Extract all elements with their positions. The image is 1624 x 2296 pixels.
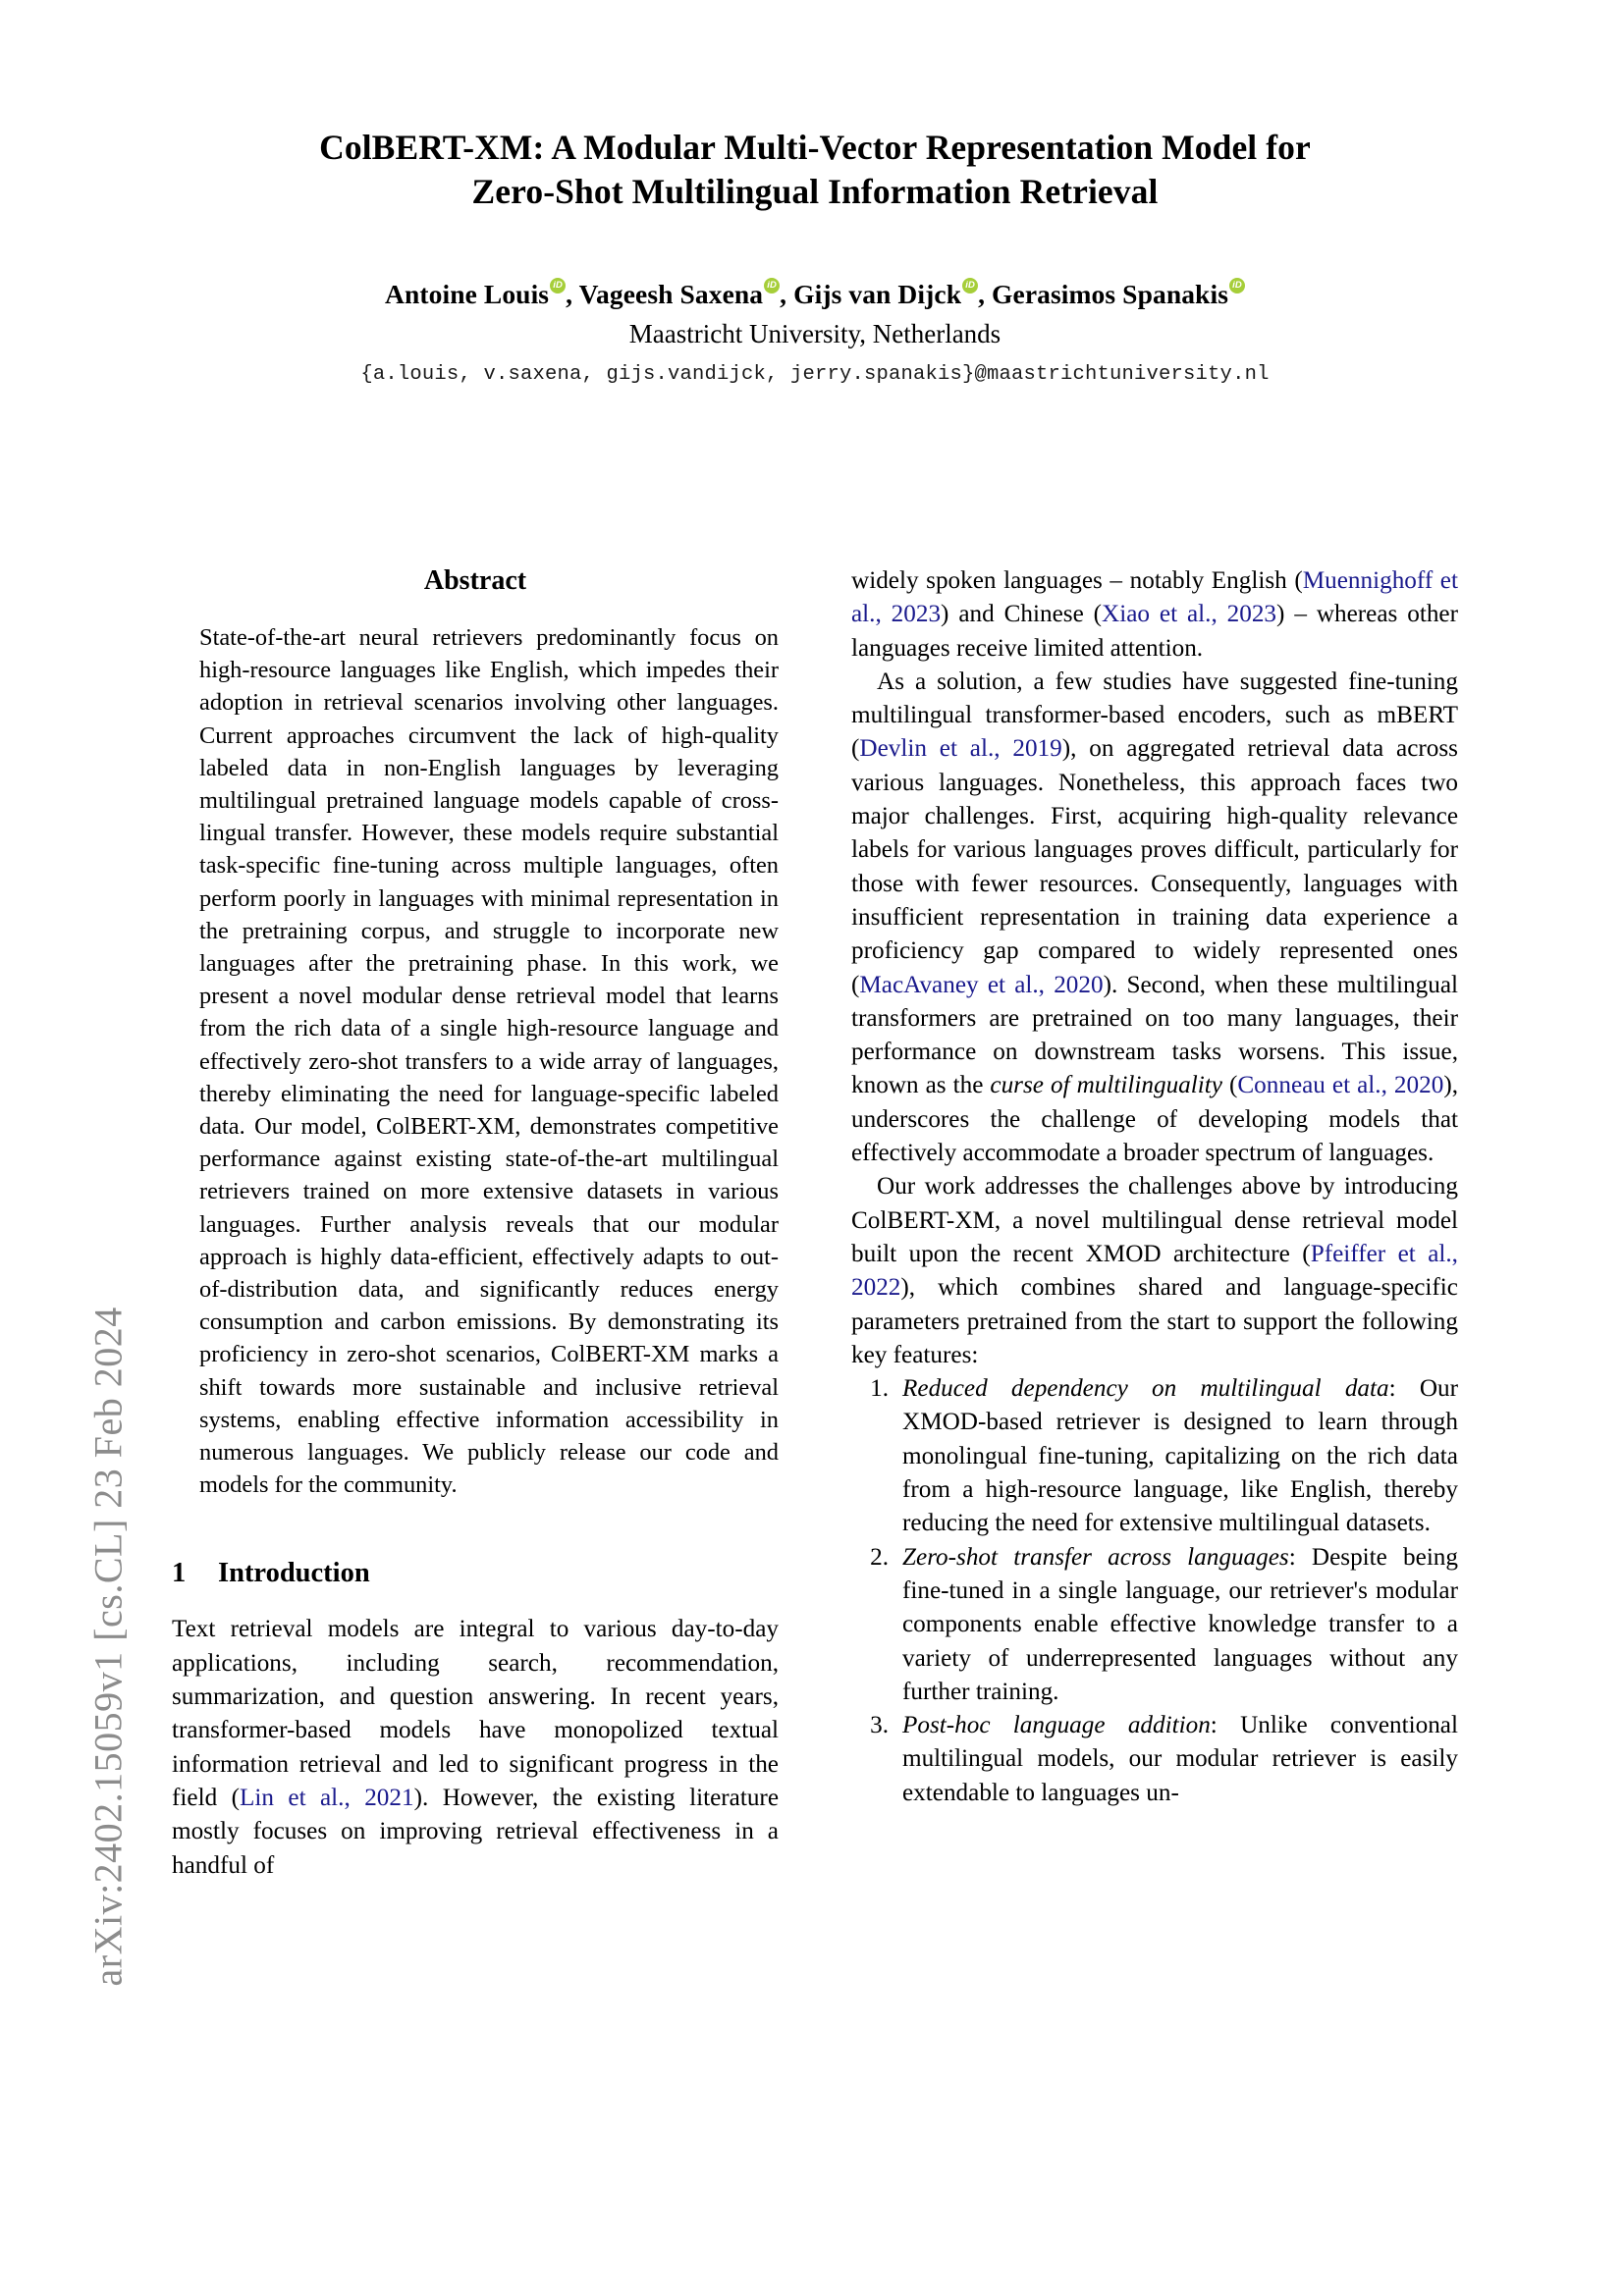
list-item-text: : Despite being fine-tuned in a single language, our retriever's modular components enable effective knowledge transfer to a variety of underrepresented languages without any further training.	[902, 1543, 1458, 1705]
list-item-number: 3.	[870, 1712, 889, 1739]
citation-link-muennighoff-2023[interactable]: Muennighoff et al., 2023	[851, 567, 1458, 628]
author-name: Vageesh Saxena	[578, 279, 764, 309]
orcid-icon[interactable]	[962, 278, 978, 294]
list-item-text: : Unlike conventional multilingual models, our modular retriever is easily extendable to languages un-	[902, 1712, 1458, 1806]
curse-of-multilinguality-term: curse of multilinguality	[990, 1072, 1222, 1099]
arxiv-stamp-text: arXiv:2402.15059v1 [cs.CL] 23 Feb 2024	[85, 1307, 131, 1987]
author-name: Gijs van Dijck	[793, 279, 962, 309]
author-name: Antoine Louis	[385, 279, 550, 309]
list-item-body	[902, 1372, 1458, 1540]
list-item-title: Zero-shot transfer across languages	[902, 1543, 1289, 1571]
author-separator: ,	[978, 279, 993, 309]
citation-link-macavaney-2020[interactable]: MacAvaney et al., 2020	[859, 971, 1104, 998]
left-column	[172, 564, 779, 1883]
intro-p1-cont-b: widely spoken languages – notably English (	[851, 567, 1303, 594]
author-separator: ,	[780, 279, 794, 309]
list-item-body	[902, 1541, 1458, 1709]
intro-paragraph-3	[851, 1170, 1458, 1372]
affiliation: Maastricht University, Netherlands	[628, 319, 1001, 348]
intro-paragraph-1-continued	[851, 564, 1458, 666]
list-item-body	[902, 1709, 1458, 1810]
intro-p2-part-b: ), on aggregated retrieval data across various languages. Nonetheless, this approach faces two major challenges. First, acquiring high-quality relevance labels for various languages proves difficult, particularly for those with fewer resources. Consequently, languages with insufficient representation in training data experience a proficiency gap compared to widely represented ones (	[851, 735, 1458, 998]
abstract-text: State-of-the-art neural retrievers predominantly focus on high-resource languages like English, which impedes their adoption in retrieval scenarios involving other languages. Current approaches circumvent the lack of high-quality labeled data in non-English languages by leveraging multilingual pretrained language models capable of cross-lingual transfer. However, these models require substantial task-specific fine-tuning across multiple languages, often perform poorly in languages with minimal representation in the pretraining corpus, and struggle to incorporate new languages after the pretraining phase. In this work, we present a novel modular dense retrieval model that learns from the rich data of a single high-resource language and effectively zero-shot transfers to a wide array of languages, thereby eliminating the need for language-specific labeled data. Our model, ColBERT-XM, demonstrates competitive performance against existing state-of-the-art multilingual retrievers trained on more extensive datasets in various languages. Further analysis reveals that our modular approach is highly data-efficient, effectively adapts to out-of-distribution data, and significantly reduces energy consumption and carbon emissions. By demonstrating its proficiency in zero-shot scenarios, ColBERT-XM marks a shift towards more sustainable and inclusive retrieval systems, enabling effective information accessibility in numerous languages. We publicly release our code and models for the community.	[199, 624, 779, 1499]
intro-p2-part-a: As a solution, a few studies have suggested fine-tuning multilingual transformer-based encoders, such as mBERT (	[851, 667, 1458, 763]
paper-page	[172, 0, 1458, 2296]
section-number: 1	[172, 1558, 187, 1589]
author-separator: ,	[566, 279, 579, 309]
abstract-heading: Abstract	[423, 565, 527, 596]
intro-paragraph-1	[172, 1613, 779, 1882]
orcid-icon[interactable]	[1229, 278, 1245, 294]
right-column	[851, 564, 1458, 1883]
intro-p1-part-b: ). However, the existing literature mostly focuses on improving retrieval effectiveness in a handful of	[172, 1784, 780, 1879]
intro-p1-part-a: Text retrieval models are integral to various day-to-day applications, including search, recommendation, summarization, and question answering. In recent years, transformer-based models have monopolized textual information retrieval and led to significant progress in the field (	[172, 1616, 779, 1811]
citation-link-pfeiffer-2022[interactable]: Pfeiffer et al., 2022	[851, 1240, 1458, 1302]
list-item-number: 2.	[870, 1543, 889, 1571]
orcid-icon[interactable]	[764, 278, 780, 294]
list-item-title: Post-hoc language addition	[902, 1712, 1211, 1739]
author-emails: {a.louis, v.saxena, gijs.vandijck, jerry.spanakis}@maastrichtuniversity.nl	[360, 363, 1270, 386]
list-item-number: 1.	[870, 1375, 889, 1403]
list-item-title: Reduced dependency on multilingual data	[902, 1375, 1389, 1403]
arxiv-stamp	[0, 0, 147, 2296]
list-item-text: : Our XMOD-based retriever is designed to learn through monolingual fine-tuning, capitalizing on the rich data from a high-resource language, like English, thereby reducing the need for extensive multilingual datasets.	[902, 1375, 1459, 1537]
citation-link-xiao-2023[interactable]: Xiao et al., 2023	[1102, 601, 1277, 628]
paper-title-line-2: Zero-Shot Multilingual Information Retrieval	[471, 172, 1159, 211]
intro-p2-part-c: ). Second, when these multilingual transformers are pretrained on too many languages, their performance on downstream tasks worsens. This issue, known as the	[851, 971, 1458, 1099]
authors-line	[172, 277, 1458, 312]
citation-link-conneau-2020[interactable]: Conneau et al., 2020	[1237, 1072, 1444, 1099]
key-features-list	[851, 1372, 1458, 1810]
list-item	[851, 1709, 1458, 1810]
two-column-body	[172, 564, 1458, 1883]
list-item	[851, 1372, 1458, 1540]
orcid-icon[interactable]	[550, 278, 566, 294]
intro-p1-cont-c: ) and Chinese (	[941, 601, 1103, 628]
paper-title-line-1: ColBERT-XM: A Modular Multi-Vector Representation Model for	[319, 128, 1311, 167]
citation-link-devlin-2019[interactable]: Devlin et al., 2019	[859, 735, 1062, 763]
title-block	[172, 0, 1458, 389]
citation-link-lin-2021[interactable]: Lin et al., 2021	[239, 1784, 414, 1811]
section-heading-introduction	[172, 1556, 779, 1591]
list-item	[851, 1541, 1458, 1709]
intro-p2-part-e: ), underscores the challenge of developing models that effectively accommodate a broader spectrum of languages.	[851, 1072, 1458, 1167]
section-title: Introduction	[218, 1558, 370, 1589]
intro-p2-part-d: (	[1221, 1072, 1238, 1099]
intro-p1-cont-d: ) – whereas other languages receive limited attention.	[851, 601, 1458, 662]
intro-paragraph-2	[851, 666, 1458, 1170]
author-name: Gerasimos Spanakis	[992, 279, 1228, 309]
intro-p3-part-b: ), which combines shared and language-specific parameters pretrained from the start to support the following key features:	[851, 1274, 1458, 1368]
page-title	[304, 126, 1326, 214]
intro-p3-part-a: Our work addresses the challenges above by introducing ColBERT-XM, a novel multilingual dense retrieval model built upon the recent XMOD architecture (	[851, 1173, 1458, 1267]
